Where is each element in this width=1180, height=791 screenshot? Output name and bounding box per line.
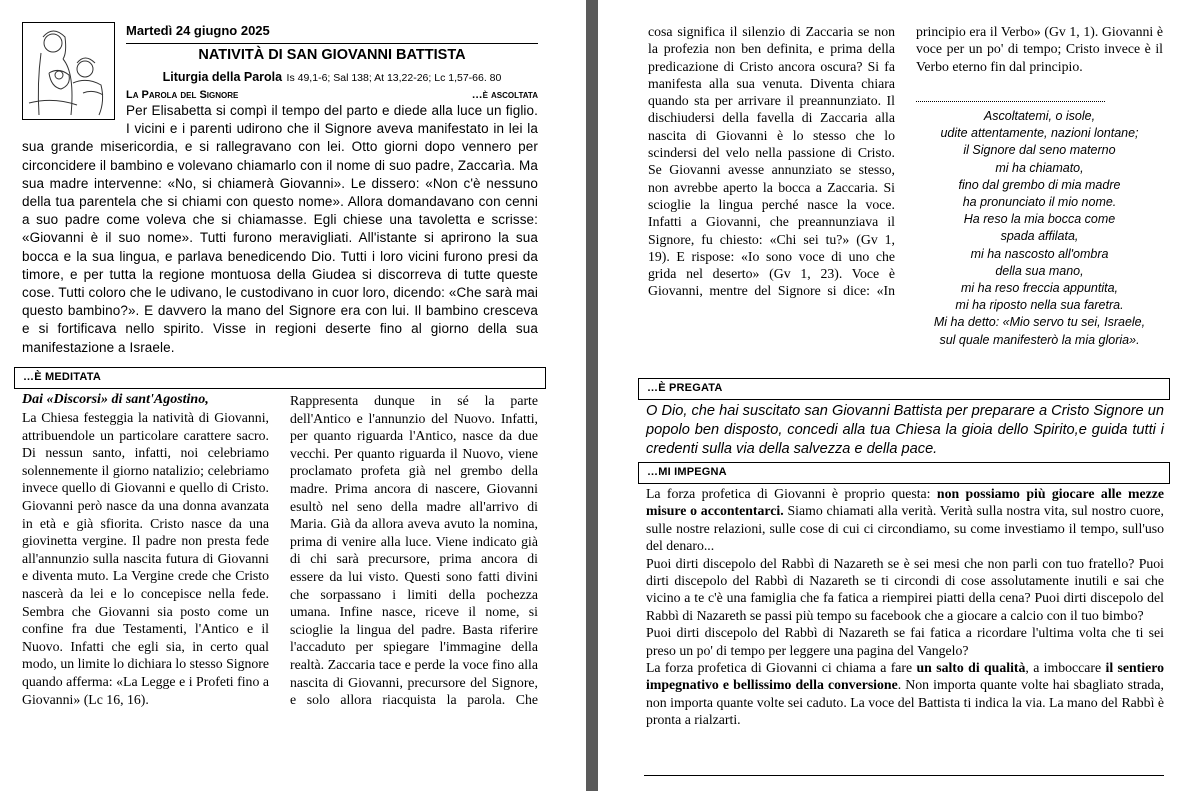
poem-divider xyxy=(916,101,1105,102)
commitment-text xyxy=(646,485,1164,729)
section-prayed xyxy=(638,378,1170,400)
poem-line: mi ha riposto nella sua faretra. xyxy=(955,298,1124,313)
poem-line: Ascoltatemi, o isole, xyxy=(983,109,1096,123)
word-label: La Parola del Signore xyxy=(126,89,239,101)
date-rule xyxy=(126,43,538,44)
liturgy-label: Liturgia della Parola xyxy=(162,70,283,84)
commit-emphasis: un salto di qualità xyxy=(916,660,1026,676)
poem-line: della sua mano, xyxy=(995,263,1084,278)
commit-paragraph-3: Puoi dirti discepolo del Rabbì di Nazareth se fai fatica a ricordare l'ultima volta che ti sei preso un po' di tempo per leggere una pagina del Vangelo? xyxy=(646,625,1164,658)
footer-rule xyxy=(644,775,1164,776)
prayed-label: …È PREGATA xyxy=(647,382,723,394)
page-title: NATIVITÀ DI SAN GIOVANNI BATTISTA xyxy=(198,47,466,63)
section-commit xyxy=(638,462,1170,484)
poem-line: sul quale manifesterò la mia gloria». xyxy=(939,332,1140,347)
poem-line: fino dal grembo di mia madre xyxy=(958,177,1121,192)
prayer-text: O Dio, che hai suscitato san Giovanni Battista per preparare a Cristo Signore un popolo ben disposto, concedi alla tua Chiesa la gioia dello Spirito,e guida tutti i credenti sulla via della salvezza e della pace. xyxy=(646,403,1164,458)
poem-line: spada affilata, xyxy=(1000,229,1079,244)
poem-line: mi ha chiamato, xyxy=(995,160,1084,175)
liturgy-line xyxy=(126,68,538,86)
meditation-col-1: La Chiesa festeggia la natività di Giovanni, attribuendole un particolare carattere sacro. Di nessun santo, infatti, noi celebriamo solennemente il giorno natalizio; celebriamo invece quello di Giovanni e quello di Cristo. Giovanni però nasce da una donna avanzata in età e già sfiorita. Cristo nasce da una giovinetta vergine. Il padre non presta fede all'annunzio sulla nascita futura di Giovanni e diventa muto. La Vergine crede che Cristo nascerà da lei e lo concepisce nella fede. Sembra che Giovanni sia posto come un confine fra due Testamenti, l'Antico e il Nuovo. Infatti che egli sia, in certo qual modo, un limite lo dichiara lo stesso Signore quando afferma: «La Legge e i Profeti fino a Giovanni» (Lc 16, 16). xyxy=(22,410,269,707)
poem xyxy=(916,108,1163,349)
gospel-paragraph: Per Elisabetta si compì il tempo del parto e diede alla luce un figlio. I vicini e i parenti udirono che il Signore aveva manifestato in lei la sua grande misericordia, e si rallegravano con lei. Otto giorni dopo vennero per circoncidere il bambino e volevano chiamarlo con il nome di suo padre, Zaccarìa. Ma sua madre intervenne: «No, si chiamerà Giovanni». Le dissero: «Non c'è nessuno della tua parentela che si chiami con questo nome». Allora domandavano con cenni a suo padre come voleva che si chiamasse. Egli chiese una tavoletta e scrisse: «Giovanni è il suo nome». Tutti furono meravigliati. All'istante si aprirono la sua bocca e la sua lingua, e parlava benedicendo Dio. Tutti i loro vicini furono presi da timore, e per tutta la regione montuosa della Giudea si discorreva di tutte queste cose. Tutti coloro che le udivano, le custodivano in cuor loro, dicendo: «Che sarà mai questo bambino?». E davvero la mano del Signore era con lui. Il bambino cresceva e si fortificava nello spirito. Visse in regioni deserte fino al giorno della sua manifestazione a Israele. xyxy=(22,103,538,355)
poem-line: udite attentamente, nazioni lontane; xyxy=(940,126,1139,141)
poem-line: mi ha nascosto all'ombra xyxy=(970,246,1109,261)
right-page xyxy=(598,0,1180,791)
poem-line: il Signore dal seno materno xyxy=(963,143,1116,158)
commit-emphasis: il sentiero impegnativo e bellissimo della conversione xyxy=(646,660,1164,693)
commit-emphasis: non possiamo più giocare alle mezze misure o accontentarci. xyxy=(646,486,1164,519)
meditate-label: …È MEDITATA xyxy=(23,371,101,383)
poem-line: Mi ha detto: «Mio servo tu sei, Israele, xyxy=(933,315,1146,330)
commit-paragraph-1: La forza profetica di Giovanni è proprio questa: non possiamo più giocare alle mezze misure o accontentarci. Siamo chiamati alla verità. Verità sulla nostra vita, sul nostro cuore, sulle nostre relazioni, sulle cose di cui ci circondiamo, su come investiamo il tempo, sull'uso del denaro... xyxy=(646,486,1165,554)
date-line: Martedì 24 giugno 2025 xyxy=(126,23,270,38)
meditation-col-4: principio era il Verbo» (Gv 1, 1). Giovanni è voce per un po' di tempo; Cristo invece è il Verbo eterno fin dal principio. xyxy=(916,24,1163,74)
left-page xyxy=(0,0,586,791)
commit-paragraph-2: Puoi dirti discepolo del Rabbì di Nazareth se è sei mesi che non parli con tuo fratello? Puoi dirti discepolo del Rabbì di Nazareth se ti circondi di cose assolutamente inutili e sai che vicino a te c'è una famiglia che fa fatica a riempirei piatti della cena? Puoi dirti discepolo del Rabbì di Nazareth se passi più tempo su facebook che a giocare a calcio con il tuo bimbo? xyxy=(646,555,1164,623)
commit-paragraph-4: La forza profetica di Giovanni ci chiama a fare un salto di qualità, a imboccare il sentiero impegnativo e bellissimo della conversione. Non importa quante volte hai sbagliato strada, non importa quante volte sei caduto. La voce del Battista ti indica la via. La mano del Rabbì è pronta a rialzarti. xyxy=(646,660,1164,728)
meditation-col-3: cosa significa il silenzio di Zaccaria se non la profezia non ben definita, e prima della predicazione di Cristo ancora oscura? Si fa manifesta alla sua venuta. Diventa chiara quando sta per arrivare il preannunziato. Il dischiudersi della favella di Zaccaria alla nascita di Giovanni è lo stesso che lo scindersi del velo nella passione di Cristo. Se Giovanni avesse annunziato se stesso, non avrebbe aperto la bocca a Zaccaria. Si scioglie la lingua perché nasce la voce. Infatti a Giovanni, che preannunziava il Signore, fu chiesto: «Chi sei tu?» (Gv 1, 19). E rispose: «Io sono voce di uno che grida nel deserto» (Gv 1, 23). Voce è Giovanni, mentre del Signore si dice: «In xyxy=(648,24,895,299)
meditation-col-2: Rappresenta dunque in sé la parte dell'Antico e l'annunzio del Nuovo. Infatti, per quanto riguarda l'Antico, nasce da due vecchi. Per quanto riguarda il Nuovo, viene proclamato profeta già nel grembo della madre. Prima ancora di nascere, Giovanni esultò nel seno della madre all'arrivo di Maria. Già da allora aveva avuto la nomina, prima di venire alla luce. Viene indicato già di chi sarà precursore, prima ancora di essere da lui visto. Questi sono fatti divini che sorpassano i limiti della pochezza umana. Infine nasce, riceve il nome, si scioglie la lingua del padre. Basta riferire l'accaduto per spiegare l'immagine della realtà. Zaccaria tace e perde la voce fino alla nascita di Giovanni, precursore del Signore, e solo allora riacquista la parola. Che xyxy=(290,393,538,708)
commit-label: …MI IMPEGNA xyxy=(647,466,727,478)
liturgy-refs: Is 49,1-6; Sal 138; At 13,22-26; Lc 1,57-66. 80 xyxy=(286,72,502,84)
poem-line: mi ha reso freccia appuntita, xyxy=(960,281,1119,296)
gospel-text xyxy=(22,102,538,357)
source-line: Dai «Discorsi» di sant'Agostino, xyxy=(22,392,209,407)
listen-label: …è ascoltata xyxy=(471,89,538,101)
poem-line: Ha reso la mia bocca come xyxy=(963,212,1116,227)
poem-line: ha pronunciato il mio nome. xyxy=(962,195,1117,210)
section-meditate xyxy=(14,367,546,389)
